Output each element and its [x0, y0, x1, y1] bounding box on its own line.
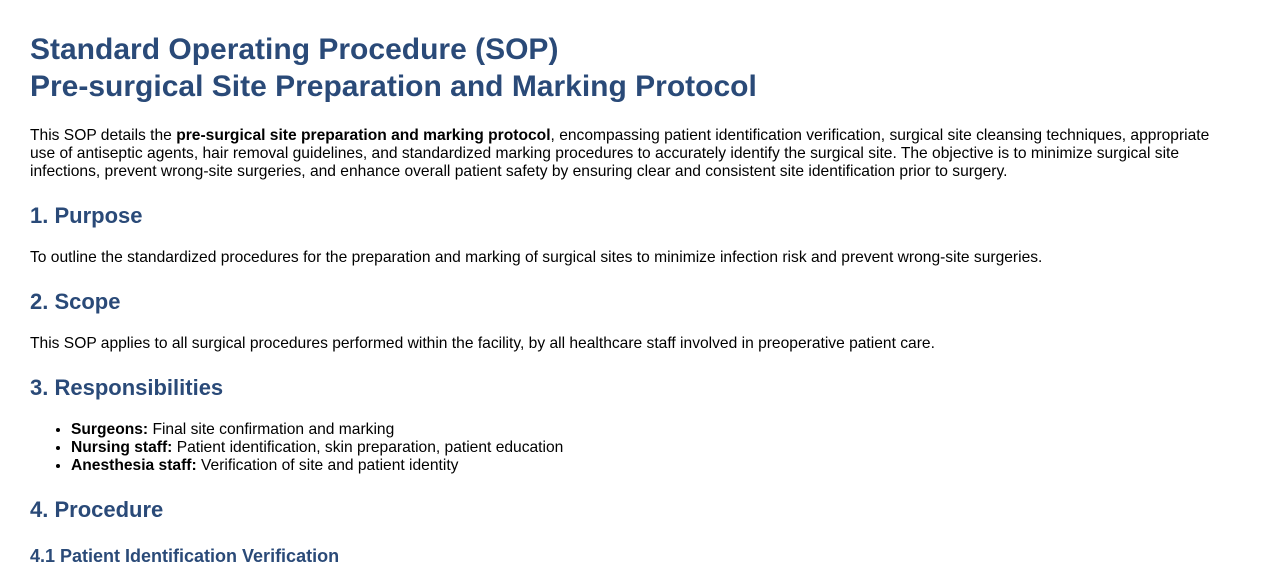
- responsibilities-heading: 3. Responsibilities: [30, 375, 224, 400]
- intro-text-before: This SOP details the: [30, 127, 177, 144]
- page-title-line2: Pre-surgical Site Preparation and Marking Protocol: [30, 70, 757, 103]
- intro-paragraph: [30, 127, 1233, 181]
- role-label: Anesthesia staff:: [71, 457, 197, 474]
- procedure-subheading: 4.1 Patient Identification Verification: [30, 546, 340, 566]
- role-duty: Verification of site and patient identity: [196, 457, 459, 474]
- role-label: Surgeons:: [71, 421, 149, 438]
- purpose-text: To outline the standardized procedures for the preparation and marking of surgical sites to minimize infection risk and prevent wrong-site surgeries.: [30, 249, 1043, 266]
- role-duty: Final site confirmation and marking: [148, 421, 395, 438]
- scope-heading: 2. Scope: [30, 289, 121, 314]
- scope-text: This SOP applies to all surgical procedures performed within the facility, by all healthcare staff involved in preoperative patient care.: [30, 335, 935, 352]
- intro-text-bold: pre-surgical site preparation and marking protocol: [176, 127, 551, 144]
- page-title-line1: Standard Operating Procedure (SOP): [30, 33, 559, 66]
- responsibilities-list: [30, 421, 1233, 475]
- list-item: [71, 457, 1233, 475]
- procedure-heading: 4. Procedure: [30, 497, 164, 522]
- page-title: [30, 31, 1233, 105]
- role-label: Nursing staff:: [71, 439, 173, 456]
- list-item: [71, 439, 1233, 457]
- purpose-heading: 1. Purpose: [30, 203, 143, 228]
- intro-text-after: , encompassing patient identification verification, surgical site cleansing techniques, appropriate use of antiseptic agents, hair removal guidelines, and standardized marking procedures to accurately identify the surgical site. The objective is to minimize surgical site infections, prevent wrong-site surgeries, and enhance overall patient safety by ensuring clear and consistent site identification prior to surgery.: [30, 127, 1210, 180]
- role-duty: Patient identification, skin preparation, patient education: [172, 439, 564, 456]
- list-item: [71, 421, 1233, 439]
